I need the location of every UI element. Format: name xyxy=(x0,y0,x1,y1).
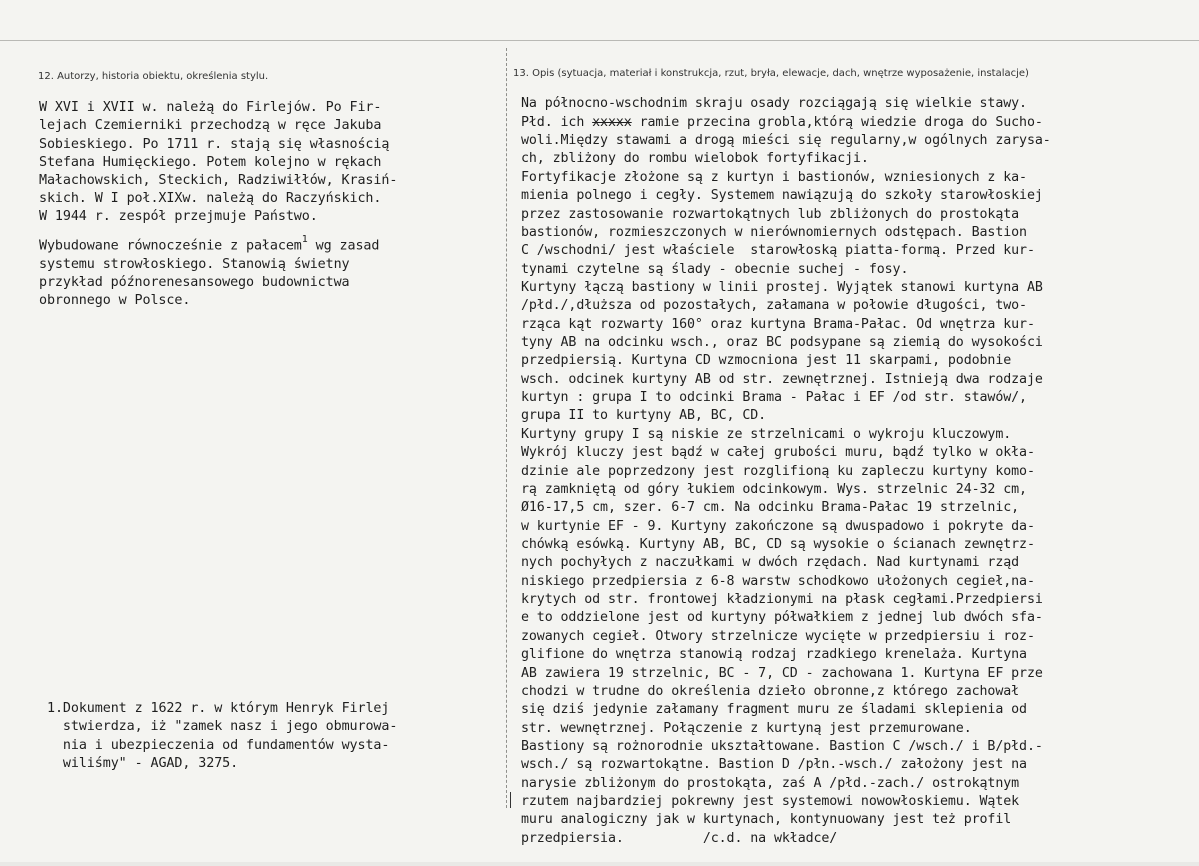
style-paragraph xyxy=(39,215,379,329)
footnote-line: stwierdza, iż "zamek nasz i jego obmurowa- xyxy=(47,719,398,734)
top-rule xyxy=(0,40,1199,41)
style-line-suffix: wg zasad xyxy=(307,238,380,254)
footnote xyxy=(47,681,397,792)
description-line: e to oddzielone jest od kurtyny półwałkiem z jednej lub dwóch sfa- xyxy=(521,610,1043,626)
description-line: Na północno-wschodnim skraju osady rozciągają się wielkie stawy. xyxy=(521,96,1027,112)
description-line: wsch./ są rozwartokątne. Bastion D /płn.-wsch./ założony jest na xyxy=(521,757,1027,773)
footnote-line: wiliśmy" - AGAD, 3275. xyxy=(47,756,239,771)
history-line: lejach Czemierniki przechodzą w ręce Jakuba xyxy=(39,118,382,134)
description-line: nych pochyłych z naczułkami w dwóch rzędach. Nad kurtynami rząd xyxy=(521,555,1020,571)
description-line: przez zastosowanie rozwartokątnych lub zbliżonych do prostokąta xyxy=(521,206,1020,222)
description-line: niskiego przedpiersia z 6-8 warstw schodkowo ułożonych cegieł,na- xyxy=(521,573,1035,589)
history-line: Stefana Humięckiego. Potem kolejno w rękach xyxy=(39,154,382,170)
style-line: Wybudowane równocześnie z pałacem xyxy=(39,238,302,254)
description-text xyxy=(521,77,1051,866)
column-divider xyxy=(506,48,507,808)
description-line: się dziś jedynie załamany fragment muru ze śladami sklepienia od xyxy=(521,702,1027,718)
description-line: rząca kąt rozwarty 160° oraz kurtyna Brama-Pałac. Od wnętrza kur- xyxy=(521,316,1035,332)
description-line: wsch. odcinek kurtyny AB od str. zewnętrznej. Istnieją dwa rodzaje xyxy=(521,371,1043,387)
style-line: obronnego w Polsce. xyxy=(39,293,191,309)
description-line: chówką esówką. Kurtyny AB, BC, CD są wysokie o ścianach zewnętrz- xyxy=(521,536,1035,552)
description-line: mienia polnego i cegły. Systemem nawiązują do szkoły starowłoskiej xyxy=(521,188,1043,204)
description-line: chodzi w trudne do określenia dzieło obronne,z którego zachował xyxy=(521,683,1020,699)
description-line: Kurtyny łączą bastiony w linii prostej. Wyjątek stanowi kurtyna AB xyxy=(521,279,1043,295)
description-line: tyny AB na odcinku wsch., oraz BC podsypane są ziemią do wysokości xyxy=(521,335,1043,351)
history-line: Małachowskich, Steckich, Radziwiłłów, Krasiń- xyxy=(39,173,398,189)
description-line: krytych od str. frontowej kładzionymi na płask cegłami.Przedpiersi xyxy=(521,592,1043,608)
footnote-marker: 1 xyxy=(301,234,308,246)
description-line: AB zawiera 19 strzelnic, BC - 7, CD - zachowana 1. Kurtyna EF prze xyxy=(521,665,1043,681)
margin-mark xyxy=(510,792,511,808)
description-line: w kurtynie EF - 9. Kurtyny zakończone są dwuspadowo i pokryte da- xyxy=(521,518,1035,534)
description-line: glifione do wnętrza stanowią rodzaj rzadkiego krenelaża. Kurtyna xyxy=(521,647,1027,663)
description-line: przedpiersia. /c.d. na wkładce/ xyxy=(521,830,838,846)
description-line: kurtyn : grupa I to odcinki Brama - Pałac i EF /od str. stawów/, xyxy=(521,390,1027,406)
footnote-line: 1.Dokument z 1622 r. w którym Henryk Firlej xyxy=(47,700,390,716)
description-line: dzinie ale poprzedzony jest rozglifioną ku zapleczu kurtyny komo- xyxy=(521,463,1035,479)
description-line: grupa II to kurtyny AB, BC, CD. xyxy=(521,408,767,424)
description-line: zowanych cegieł. Otwory strzelnicze wycięte w przedpiersiu i roz- xyxy=(521,628,1035,644)
description-line: /płd./,dłuższa od pozostałych, załamana w połowie długości, two- xyxy=(521,298,1027,314)
description-line-suffix: ramie przecina grobla,którą wiedzie droga do Sucho- xyxy=(631,114,1043,130)
description-line: Bastiony są rożnorodnie ukształtowane. Bastion C /wsch./ i B/płd.- xyxy=(521,738,1043,754)
description-line: przedpiersią. Kurtyna CD wzmocniona jest 11 skarpami, podobnie xyxy=(521,353,1012,369)
history-line: W XVI i XVII w. należą do Firlejów. Po Fir- xyxy=(39,100,382,116)
history-line: skich. W I poł.XIXw. należą do Raczyńskich. xyxy=(39,191,382,207)
description-line: Wykrój kluczy jest bądź w całej grubości muru, bądź tylko w okła- xyxy=(521,445,1035,461)
description-line: rą zamkniętą od góry łukiem odcinkowym. Wys. strzelnic 24-32 cm, xyxy=(521,481,1027,497)
history-line: W 1944 r. zespół przejmuje Państwo. xyxy=(39,209,318,225)
description-line: str. wewnętrznej. Połączenie z kurtyną jest przemurowane. xyxy=(521,720,972,736)
description-line: C /wschodni/ jest właściele starowłoską piatta-formą. Przed kur- xyxy=(521,243,1035,259)
description-line: tynami czytelne są ślady - obecnie suchej - fosy. xyxy=(521,261,909,277)
section-13-heading: 13. Opis (sytuacja, materiał i konstrukcja, rzut, bryła, elewacje, dach, wnętrze wyposażenie, instalacje) xyxy=(513,68,1029,79)
footnote-line: nia i ubezpieczenia od fundamentów wysta- xyxy=(47,737,390,753)
style-line: systemu strowłoskiego. Stanowią świetny xyxy=(39,256,350,272)
description-line: Fortyfikacje złożone są z kurtyn i bastionów, wzniesionych z ka- xyxy=(521,169,1027,185)
description-line: bastionów, rozmieszczonych w nierównomiernych odstępach. Bastion xyxy=(521,224,1027,240)
description-line: rzutem najbardziej pokrewny jest systemowi nowowłoskiemu. Wątek xyxy=(521,794,1020,810)
struck-out-text: xxxxx xyxy=(592,114,632,130)
description-line-prefix: Płd. ich xyxy=(521,114,593,130)
description-line: woli.Między stawami a drogą mieści się regularny,w ogólnych zarysa- xyxy=(521,133,1051,149)
description-line: Kurtyny grupy I są niskie ze strzelnicami o wykroju kluczowym. xyxy=(521,426,1012,442)
section-12-heading: 12. Autorzy, historia obiektu, określenia stylu. xyxy=(38,71,269,82)
style-line: przykład późnorenesansowego budownictwa xyxy=(39,275,350,291)
description-line: Ø16-17,5 cm, szer. 6-7 cm. Na odcinku Brama-Pałac 19 strzelnic, xyxy=(521,500,1020,516)
description-line: muru analogiczny jak w kurtynach, kontynuowany jest też profil xyxy=(521,812,1012,828)
description-line: ch, zbliżony do rombu wielobok fortyfikacji. xyxy=(521,151,869,167)
description-line: narysie zbliżonym do prostokąta, zaś A /płd.-zach./ ostrokątnym xyxy=(521,775,1020,791)
history-line: Sobieskiego. Po 1711 r. stają się własnością xyxy=(39,136,390,152)
